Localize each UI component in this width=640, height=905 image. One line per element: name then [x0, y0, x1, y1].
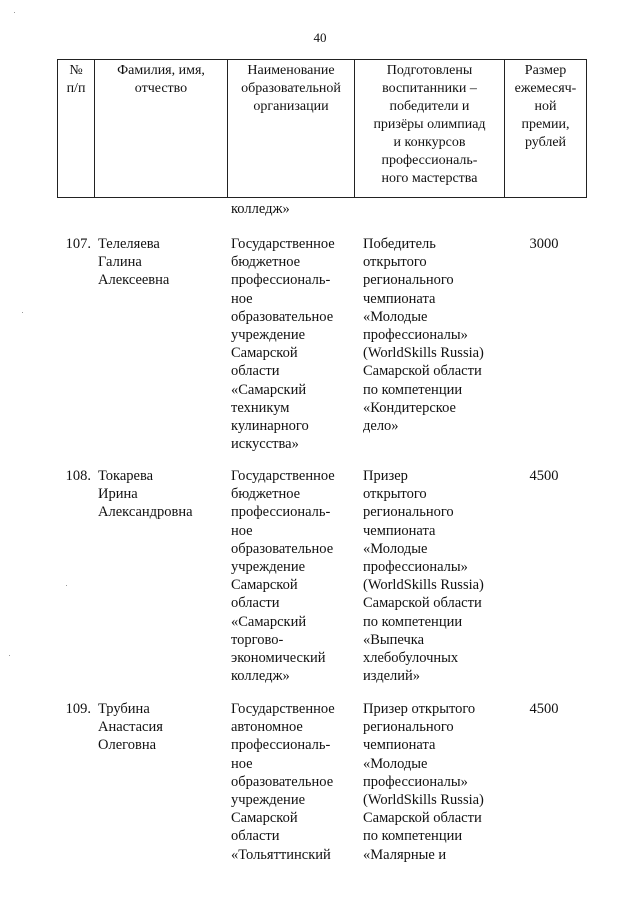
scan-speck [22, 312, 23, 313]
table-header [57, 59, 587, 198]
header-number: № п/п [58, 60, 95, 198]
carryover-organization: колледж» [231, 201, 290, 217]
row-number: 107. [65, 236, 91, 252]
page-number: 40 [313, 30, 327, 45]
full-name: Трубина Анастасия Олеговна [98, 701, 163, 754]
full-name: Токарева Ирина Александровна [98, 468, 193, 521]
header-bonus-amount: Размер ежемесяч- ной премии, рублей [505, 60, 587, 198]
header-organization: Наименование образовательной организации [228, 60, 355, 198]
organization: Государственное автономное профессиональ- ное образовательное учреждение Самарской области «Тольяттинский [231, 701, 335, 863]
bonus-amount: 4500 [529, 468, 559, 484]
row-number: 108. [65, 468, 91, 484]
achievement: Победитель открытого регионального чемпионата «Молодые профессионалы» (WorldSkills Russia) Самарской области по компетенции «Кондитерское дело» [363, 236, 484, 435]
bonus-amount: 4500 [529, 701, 559, 717]
header-full-name: Фамилия, имя, отчество [95, 60, 228, 198]
organization: Государственное бюджетное профессиональ- ное образовательное учреждение Самарской области «Самарский техникум кулинарного искусства» [231, 236, 335, 453]
bonus-amount: 3000 [529, 236, 559, 252]
scan-speck [14, 12, 15, 13]
achievement: Призер открытого регионального чемпионата «Молодые профессионалы» (WorldSkills Russia) Самарской области по компетенции «Малярные и [363, 701, 484, 863]
scan-speck [66, 585, 67, 586]
achievement: Призер открытого регионального чемпионата «Молодые профессионалы» (WorldSkills Russia) Самарской области по компетенции «Выпечка хлебобулочных изделий» [363, 468, 484, 685]
organization: Государственное бюджетное профессиональ- ное образовательное учреждение Самарской области «Самарский торгово- экономический колледж» [231, 468, 335, 685]
full-name: Телеляева Галина Алексеевна [98, 236, 170, 289]
scan-speck [9, 655, 10, 656]
header-achievement: Подготовлены воспитанники – победители и призёры олимпиад и конкурсов профессиональ- ного мастерства [355, 60, 505, 198]
row-number: 109. [65, 701, 91, 717]
